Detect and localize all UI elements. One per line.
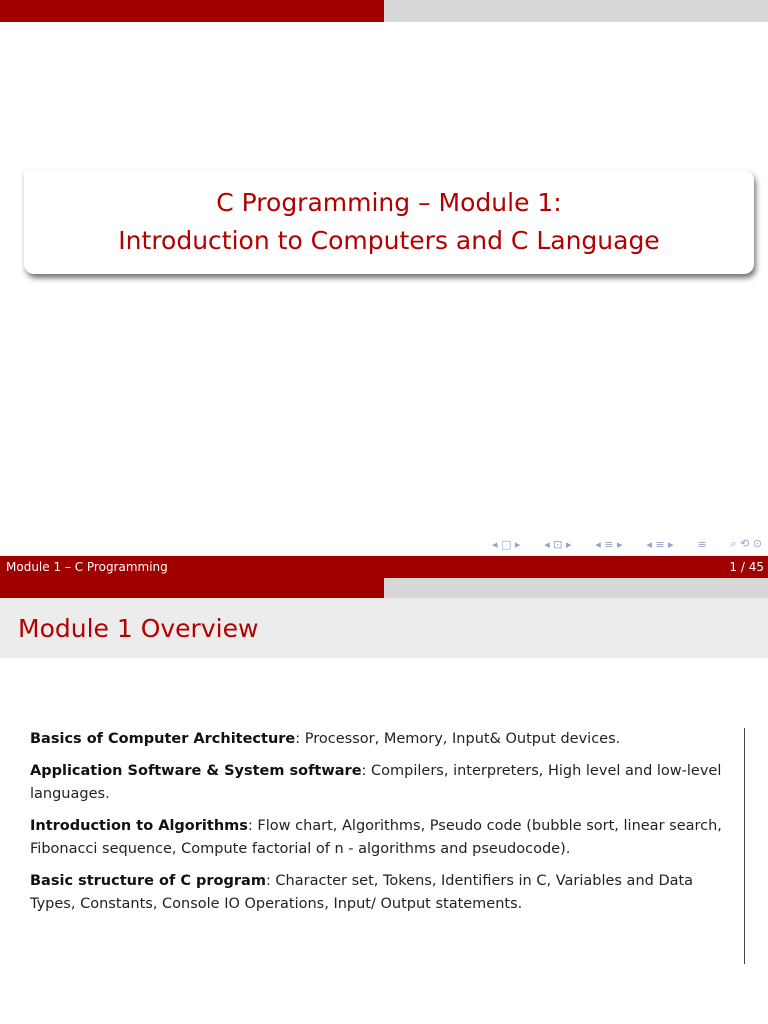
title-box: [24, 170, 754, 274]
item-heading: Application Software & System software: [30, 763, 362, 779]
overview-content: [24, 728, 745, 964]
item-heading: Introduction to Algorithms: [30, 818, 248, 834]
presentation-title: C Programming – Module 1:: [216, 188, 562, 217]
header-bar-grey: [384, 578, 768, 598]
overview-slide: [0, 578, 768, 1024]
item-heading: Basics of Computer Architecture: [30, 731, 296, 747]
item-text: : Flow chart, Algorithms, Pseudo code (bubble sort, linear search, Fibonacci sequence, Compute factorial of n - algorithms and pseudocode).: [30, 818, 722, 857]
beamer-navigation: [492, 536, 762, 552]
presentation-subtitle: Introduction to Computers and C Language: [118, 226, 660, 255]
overview-item: [30, 728, 738, 751]
nav-slide-icon[interactable]: ◂ □ ▸: [492, 537, 521, 551]
item-text: : Processor, Memory, Input& Output devices.: [295, 731, 621, 747]
nav-search-back-icon[interactable]: ⌕ ⟲ ⊙: [730, 537, 762, 550]
item-text: : Character set, Tokens, Identifiers in C, Variables and Data Types, Constants, Console IO Operations, Input/ Output statements.: [30, 873, 694, 912]
footer-title: Module 1 – C Programming: [6, 560, 168, 574]
header-bar-grey: [384, 0, 768, 22]
header-bar-red: [0, 578, 384, 598]
nav-toc-icon[interactable]: ≡: [697, 537, 707, 551]
item-heading: Basic structure of C program: [30, 873, 266, 889]
overview-item: [30, 870, 738, 916]
nav-section-icon[interactable]: ◂ ≡ ▸: [646, 537, 674, 551]
overview-item: [30, 760, 738, 806]
footer-bar: [0, 556, 768, 578]
header-bar-red: [0, 0, 384, 22]
overview-item: [30, 815, 738, 861]
page-number: 1 / 45: [729, 560, 764, 574]
nav-frame-icon[interactable]: ◂ ⊡ ▸: [544, 537, 572, 551]
frame-title: Module 1 Overview: [18, 614, 259, 643]
nav-subsection-icon[interactable]: ◂ ≡ ▸: [595, 537, 623, 551]
item-text: : Compilers, interpreters, High level and low-level languages.: [30, 763, 722, 802]
